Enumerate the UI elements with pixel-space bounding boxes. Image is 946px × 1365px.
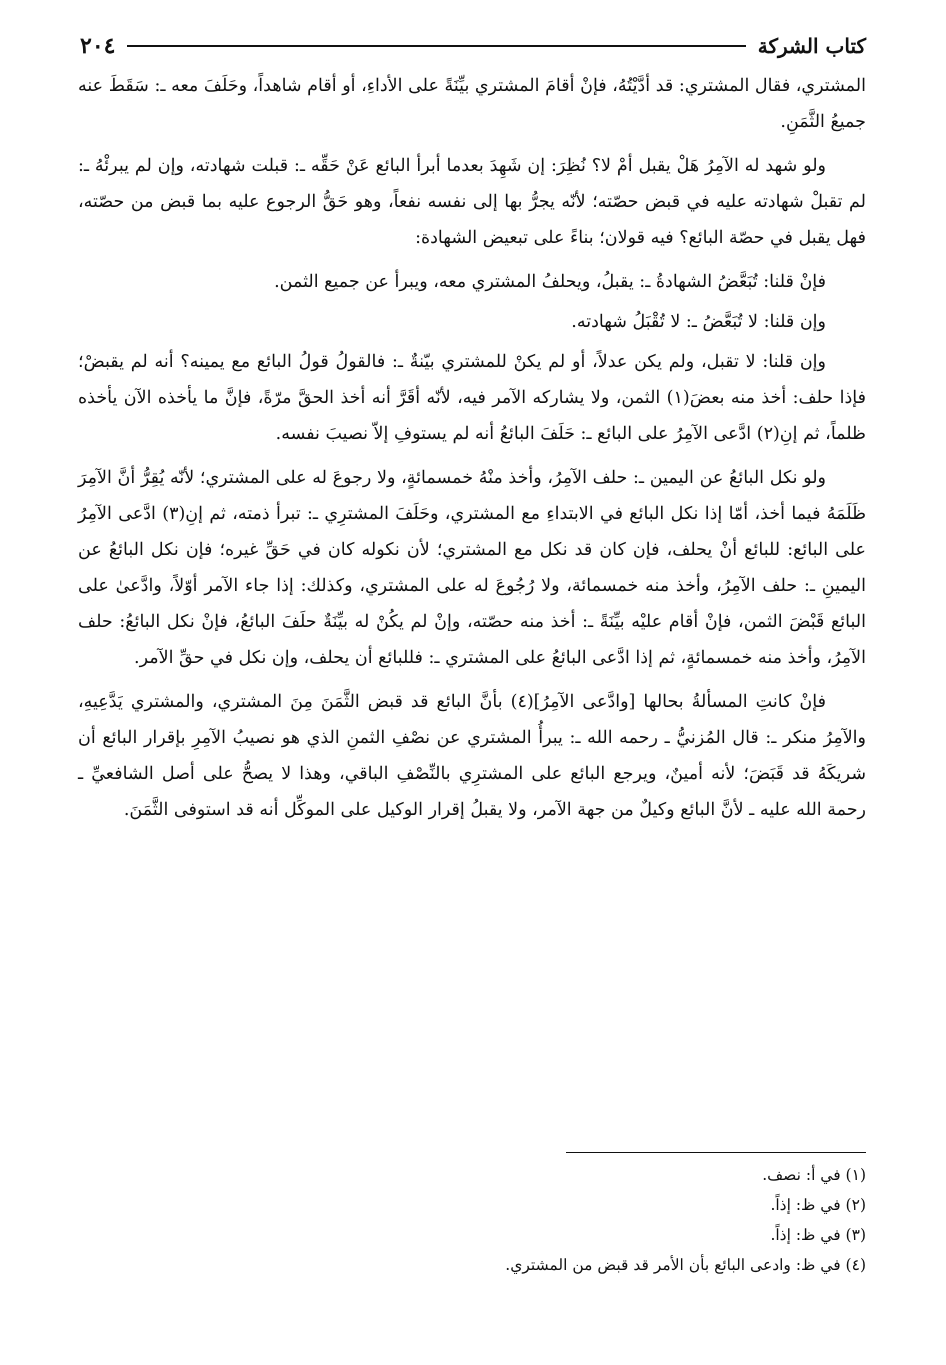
paragraph-4: وإن قلنا: لا تُبَعَّضُ ـ: لا تُقْبَلُ شهادته.: [571, 312, 826, 332]
main-text: [78, 68, 866, 836]
page-header: [80, 28, 866, 64]
page-number: ٢٠٤: [80, 33, 116, 59]
paragraph-5: وإن قلنا: لا تقبل، ولم يكن عدلاً، أو لم يكنْ للمشتري بيّنةٌ ـ: فالقولُ قولُ البائع مع يمينه؟ أنه لم يقبضْ؛ فإذا حلف: أخذ منه بعضَ(١) الثمن، ولا يشاركه الآمر فيه، لأنّه أقَرَّ أنه أخذ الحقَّ مرّةً، فإنَّ ما يأخذه الآن يأخذه ظلماً، ثم إنِ(٢) ادَّعى الآمِرُ على البائع ـ: حَلَفَ البائعُ أنه لم يستوفِ إلاّ نصيبَ نفسه.: [78, 352, 866, 444]
header-rule: [127, 45, 745, 47]
paragraph-3: فإنْ قلنا: تُبَعَّضُ الشهادةُ ـ: يقبلُ، ويحلفُ المشتري معه، ويبرأ عن جميع الثمن.: [274, 272, 826, 292]
paragraph-7: فإنْ كانتِ المسألةُ بحالها [وادَّعى الآمِرُ](٤) بأنَّ البائع قد قبض الثَّمَنَ مِنَ المشتري، والمشتري يَدَّعِيهِ، والآمِرُ منكر ـ: قال المُزنيُّ ـ رحمه الله ـ: يبرأُ المشتري عن نصْفِ الثمنِ الذي هو نصيبُ الآمِرِ بإقرار البائع أن شريكَهُ قد قَبَضَ؛ لأنه أمينٌ، ويرجع البائع على المشترِي بالنِّصْفِ الباقي، وهذا لا يصحُّ على أصل الشافعيِّ ـ رحمة الله عليه ـ لأنَّ البائع وكيلٌ من جهة الآمر، ولا يقبلُ إقرار الوكيل على الموكِّل أنه قد استوفى الثَّمَنَ.: [78, 692, 866, 820]
running-title: كتاب الشركة: [757, 34, 866, 58]
paragraph-6: ولو نكل البائعُ عن اليمين ـ: حلف الآمِرُ، وأخذ منْهُ خمسمائةٍ، ولا رجوعَ له على المشتري؛ لأنّه يُقِرُّ أنَّ الآمِرَ ظَلَمَهُ فيما أخذ، أمّا إذا نكل البائع في الابتداءِ مع المشتري، وحَلَفَ المشترِي ـ: تبرأ ذمته، ثم إنِ(٣) ادَّعى الآمِرُ على البائع: للبائع أنْ يحلف، فإن كان قد نكل مع المشتري؛ لأن نكوله كان في حَقِّ غيره؛ فإن نكل البائعُ عن اليمينِ ـ: حلف الآمِرُ، وأخذ منه خمسمائة، ولا رُجُوعَ له على المشتري، وكذلك: إذا جاء الآمر أوّلاً، وادَّعىٰ على البائع قَبْضَ الثمن، فإنْ أقام عليْه بيِّنَةً ـ: أخذ منه حصّته، وإنْ لم يكُنْ له بيِّنَةٌ حلَفَ البائعُ، فإنْ نكل البائعُ: حلف الآمِرُ، وأخذ منه خمسمائةٍ، ثم إذا ادَّعى البائعُ على المشتري ـ: فللبائع أن يحلف، وإن نكل في حقِّ الآمر.: [78, 468, 866, 668]
paragraph-2: ولو شهد له الآمِرُ هَلْ يقبل أمْ لا؟ نُظِرَ: إن شَهِدَ بعدما أبرأ البائع عَنْ حَقِّه ـ: قبلت شهادته، وإن لم يبرئْهُ ـ: لم تقبلْ شهادته عليه في قبض حصّته؛ لأنّه يجرُّ بها إلى نفسه نفعاً، وهو حَقُّ الرجوع عليه بما قبض من حصّته، فهل يقبل في حصّة البائع؟ فيه قولان؛ بناءً على تبعيض الشهادة:: [78, 156, 866, 248]
footnote-3: (٣) في ظ: إذاً.: [770, 1226, 866, 1244]
paragraph-1: المشتري، فقال المشتري: قد أدَّيْتُهُ، فإنْ أقامَ المشتري بيِّنَةً على الأداءِ، أو أقام شاهداً، وحَلَفَ معه ـ: سَقَطَ عنه جميعُ الثَّمَنِ.: [78, 76, 866, 132]
footnote-2: (٢) في ظ: إذاً.: [770, 1196, 866, 1214]
footnote-rule: [566, 1152, 866, 1153]
footnote-1: (١) في أ: نصف.: [762, 1166, 866, 1184]
footnotes: [80, 1160, 866, 1280]
footnote-4: (٤) في ظ: وادعى البائع بأن الأمر قد قبض من المشتري.: [505, 1256, 866, 1274]
